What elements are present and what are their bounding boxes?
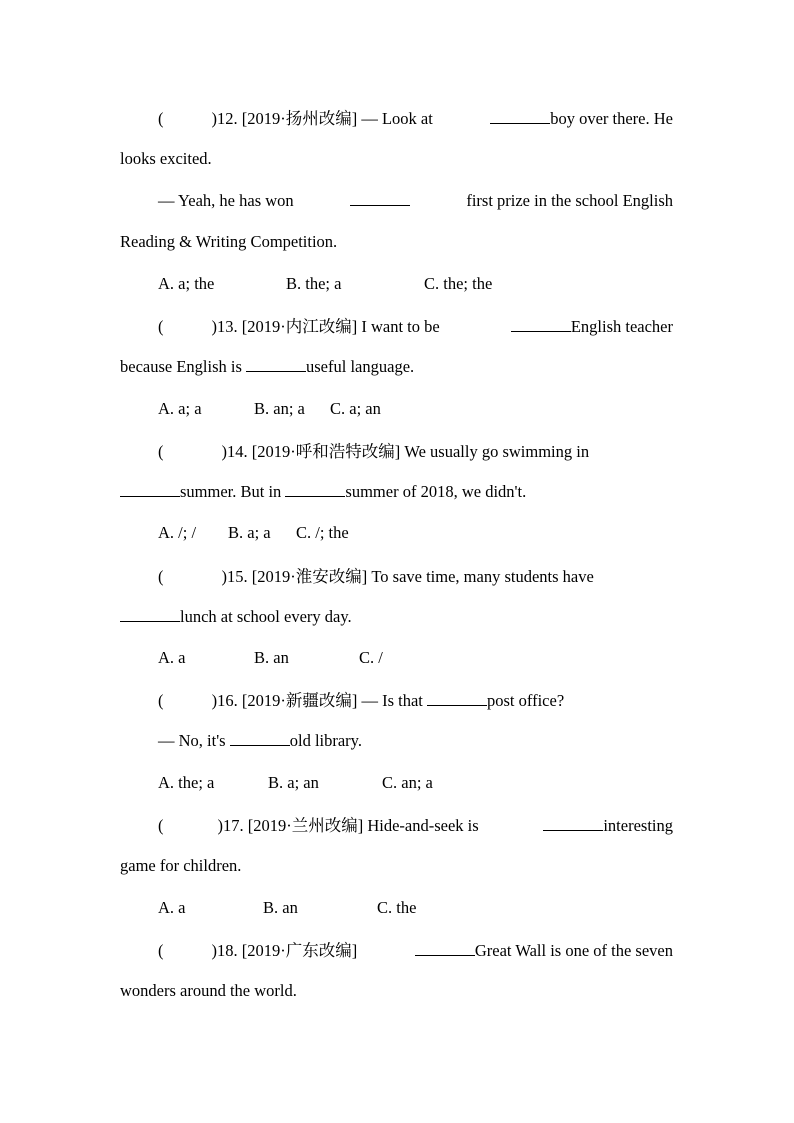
question-number-source: )17. [2019·兰州改编] Hide-and-seek is bbox=[217, 816, 479, 835]
question-16-options bbox=[158, 773, 433, 793]
question-14-line2: summer. But in summer of 2018, we didn't. bbox=[120, 482, 526, 502]
question-14-stem bbox=[158, 442, 673, 462]
question-12-dialog: — Yeah, he has won first prize in the school English bbox=[158, 191, 673, 210]
question-16-dialog: — No, it's old library. bbox=[158, 731, 362, 750]
option-c[interactable]: C. the; the bbox=[424, 274, 493, 293]
question-number-source: )12. [2019·扬州改编] — Look at bbox=[211, 109, 433, 128]
option-c[interactable]: C. the bbox=[377, 898, 417, 917]
option-c[interactable]: C. an; a bbox=[382, 773, 433, 792]
question-number-source: )14. [2019·呼和浩特改编] We usually go swimming in bbox=[221, 442, 590, 461]
question-17-stem: ( )17. [2019·兰州改编] Hide-and-seek is interesting bbox=[158, 816, 673, 835]
option-a[interactable]: A. a; a bbox=[158, 399, 202, 418]
answer-blank[interactable] bbox=[120, 482, 180, 497]
question-14-options bbox=[158, 523, 349, 543]
question-13-stem: ( )13. [2019·内江改编] I want to be English teacher bbox=[158, 317, 673, 336]
answer-blank[interactable] bbox=[246, 357, 306, 372]
question-12-dialog-line2: Reading & Writing Competition. bbox=[120, 232, 338, 251]
question-17-options bbox=[158, 898, 416, 918]
answer-blank[interactable] bbox=[490, 109, 550, 124]
option-c[interactable]: C. a; an bbox=[330, 399, 381, 418]
answer-blank[interactable] bbox=[543, 816, 603, 831]
option-a[interactable]: A. a bbox=[158, 898, 186, 917]
question-12-options bbox=[158, 274, 492, 294]
answer-paren: ( bbox=[158, 941, 164, 960]
question-13-line2: because English is useful language. bbox=[120, 357, 415, 376]
answer-paren: ( bbox=[158, 109, 164, 128]
option-b[interactable]: B. an; a bbox=[254, 399, 305, 418]
question-18-stem: ( )18. [2019·广东改编] Great Wall is one of the seven bbox=[158, 941, 673, 960]
answer-paren: ( bbox=[158, 442, 164, 461]
option-b[interactable]: B. the; a bbox=[286, 274, 342, 293]
question-15-stem bbox=[158, 567, 673, 587]
option-c[interactable]: C. / bbox=[359, 648, 383, 667]
option-b[interactable]: B. a; a bbox=[228, 523, 271, 542]
answer-paren: ( bbox=[158, 317, 164, 336]
answer-paren: ( bbox=[158, 691, 164, 710]
answer-blank[interactable] bbox=[427, 691, 487, 706]
answer-paren: ( bbox=[158, 567, 164, 586]
question-number-source: )16. [2019·新疆改编] — Is that bbox=[211, 691, 423, 710]
question-15-line2: lunch at school every day. bbox=[120, 607, 352, 627]
question-number-source: )18. [2019·广东改编] bbox=[211, 941, 358, 960]
answer-blank[interactable] bbox=[511, 317, 571, 332]
option-c[interactable]: C. /; the bbox=[296, 523, 349, 542]
question-number-source: )13. [2019·内江改编] I want to be bbox=[211, 317, 440, 336]
question-18-line2: wonders around the world. bbox=[120, 981, 297, 1000]
answer-blank[interactable] bbox=[230, 731, 290, 746]
question-15-options bbox=[158, 648, 383, 668]
answer-blank[interactable] bbox=[285, 482, 345, 497]
question-17-line2: game for children. bbox=[120, 856, 242, 875]
option-b[interactable]: B. an bbox=[263, 898, 298, 917]
option-b[interactable]: B. an bbox=[254, 648, 289, 667]
answer-blank[interactable] bbox=[415, 941, 475, 956]
question-13-options bbox=[158, 399, 381, 419]
option-a[interactable]: A. the; a bbox=[158, 773, 215, 792]
answer-blank[interactable] bbox=[350, 191, 410, 206]
option-a[interactable]: A. /; / bbox=[158, 523, 197, 542]
question-12-line2: looks excited. bbox=[120, 149, 212, 168]
question-16-stem: ( )16. [2019·新疆改编] — Is that post office? bbox=[158, 691, 565, 710]
question-number-source: )15. [2019·淮安改编] To save time, many students have bbox=[221, 567, 594, 586]
option-a[interactable]: A. a bbox=[158, 648, 186, 667]
option-b[interactable]: B. a; an bbox=[268, 773, 319, 792]
answer-paren: ( bbox=[158, 816, 164, 835]
option-a[interactable]: A. a; the bbox=[158, 274, 215, 293]
answer-blank[interactable] bbox=[120, 607, 180, 622]
question-12-stem: ( )12. [2019·扬州改编] — Look at boy over there. He bbox=[158, 109, 673, 128]
